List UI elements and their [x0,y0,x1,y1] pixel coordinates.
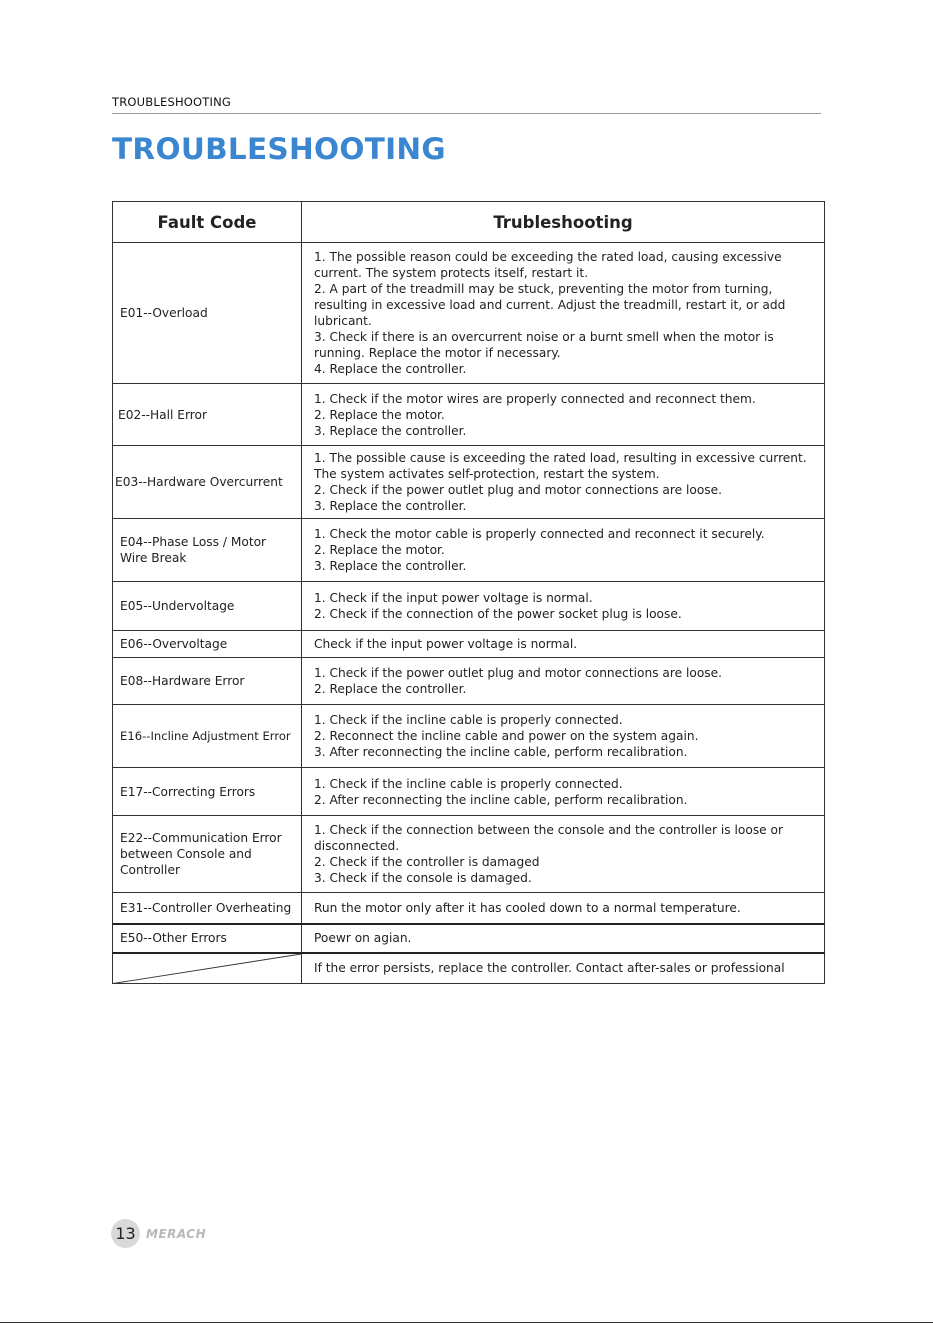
step-text: 1. Check if the connection between the console and the controller is loose or disconnected. [314,823,784,853]
step-text: Run the motor only after it has cooled down to a normal temperature. [314,900,741,915]
running-header: TROUBLESHOOTING [112,95,232,109]
step-text: 1. Check if the power outlet plug and motor connections are loose. [314,666,723,680]
step-text: 1. Check if the incline cable is properly connected. [314,776,623,791]
troubleshooting-steps [302,658,825,705]
table-row [113,893,825,924]
step-text: 2. After reconnecting the incline cable, perform recalibration. [314,792,688,807]
fault-code: E01--Overload [113,243,302,384]
troubleshooting-steps [302,384,825,446]
fault-code: E17--Correcting Errors [113,768,302,816]
troubleshooting-steps [302,519,825,582]
table-row [113,582,825,631]
fault-code: E50--Other Errors [113,924,302,953]
empty-diagonal-cell [113,953,302,984]
fault-code: E31--Controller Overheating [113,893,302,924]
fault-code: E03--Hardware Overcurrent [113,446,302,519]
header-rule [112,113,821,114]
page-title: TROUBLESHOOTING [112,132,446,166]
step-text: If the error persists, replace the controller. Contact after-sales or professional [314,961,785,976]
table-row [113,924,825,953]
fault-code: E05--Undervoltage [113,582,302,631]
step-text: 2. Reconnect the incline cable and power on the system again. [314,729,699,743]
troubleshooting-header: Trubleshooting [302,202,825,243]
step-text: 2. A part of the treadmill may be stuck, preventing the motor from turning, resulting in excessive load and current. Adjust the treadmill, restart it, or add lubricant. [314,282,786,328]
step-text: 1. The possible cause is exceeding the rated load, resulting in excessive current. The system activates self-protection, restart the system. [314,451,807,481]
step-text: Check if the input power voltage is normal. [314,637,578,651]
table-row [113,705,825,768]
troubleshooting-steps [302,768,825,816]
step-text: 3. Check if there is an overcurrent noise or a burnt smell when the motor is running. Replace the motor if necessary. [314,330,774,360]
troubleshooting-steps [302,893,825,924]
step-text: 1. Check if the incline cable is properly connected. [314,713,623,727]
bottom-rule [0,1322,933,1323]
table-row [113,658,825,705]
page-footer [111,1219,206,1248]
fault-code-table [112,201,825,984]
troubleshooting-steps [302,816,825,893]
brand-logo: MERACH [146,1226,207,1241]
step-text: 3. Replace the controller. [314,423,467,438]
step-text: 3. Replace the controller. [314,559,467,573]
step-text: 1. Check the motor cable is properly connected and reconnect it securely. [314,527,765,541]
table-row [113,816,825,893]
fault-code: E02--Hall Error [113,384,302,446]
step-text: 1. The possible reason could be exceeding the rated load, causing excessive current. The system protects itself, restart it. [314,250,782,280]
troubleshooting-steps [302,446,825,519]
fault-code: E08--Hardware Error [113,658,302,705]
table-row [113,446,825,519]
fault-code: E06--Overvoltage [113,631,302,658]
step-text: 2. Replace the controller. [314,682,467,696]
step-text: 3. After reconnecting the incline cable, perform recalibration. [314,745,688,759]
step-text: 4. Replace the controller. [314,362,467,376]
step-text: 3. Check if the console is damaged. [314,871,532,885]
table-row [113,631,825,658]
troubleshooting-steps [302,924,825,953]
diagonal-line [113,954,301,984]
troubleshooting-steps [302,953,825,984]
step-text: 2. Replace the motor. [314,407,445,422]
step-text: 2. Check if the power outlet plug and motor connections are loose. [314,483,723,497]
step-text: 2. Replace the motor. [314,543,445,557]
troubleshooting-steps [302,582,825,631]
troubleshooting-steps [302,243,825,384]
table-header-row [113,202,825,243]
table-row [113,519,825,582]
step-text: Poewr on agian. [314,931,412,945]
troubleshooting-steps [302,631,825,658]
fault-code: E22--Communication Error between Console and Controller [113,816,302,893]
table-row [113,384,825,446]
table-row [113,953,825,984]
fault-code: E16--Incline Adjustment Error [113,705,302,768]
fault-code: E04--Phase Loss / Motor Wire Break [113,519,302,582]
step-text: 2. Check if the controller is damaged [314,855,540,869]
step-text: 1. Check if the input power voltage is normal. [314,591,593,605]
step-text: 3. Replace the controller. [314,499,467,513]
troubleshooting-steps [302,705,825,768]
table-row [113,768,825,816]
step-text: 2. Check if the connection of the power socket plug is loose. [314,607,682,621]
fault-code-header: Fault Code [113,202,302,243]
page-number: 13 [111,1219,140,1248]
table-row [113,243,825,384]
step-text: 1. Check if the motor wires are properly connected and reconnect them. [314,391,756,406]
